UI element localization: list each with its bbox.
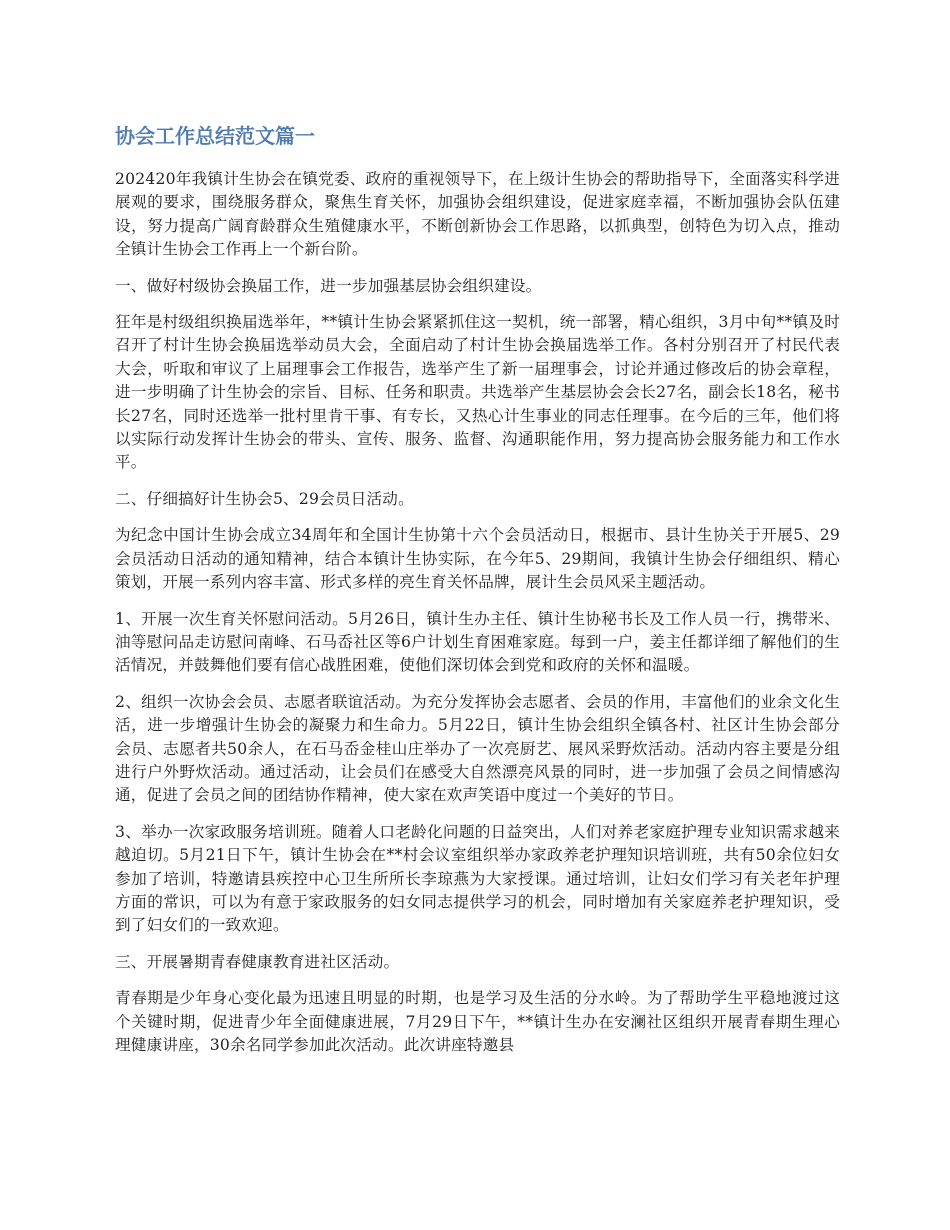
paragraph-item-1: 1、开展一次生育关怀慰问活动。5月26日，镇计生办主任、镇计生协秘书长及工作人员一行，携带米、油等慰问品走访慰问南峰、石马岙社区等6户计划生育困难家庭。每到一户，姜主任都详细了解他们的生活情况，并鼓舞他们要有信心战胜困难，使他们深切体会到党和政府的关怀和温暖。	[115, 609, 840, 675]
paragraph-intro: 202420年我镇计生协会在镇党委、政府的重视领导下，在上级计生协会的帮助指导下，全面落实科学进展观的要求，围绕服务群众，聚焦生育关怀，加强协会组织建设，促进家庭幸福，不断加强协会队伍建设，努力提高广阔育龄群众生殖健康水平，不断创新协会工作思路，以抓典型，创特色为切入点，推动全镇计生协会工作再上一个新台阶。	[115, 170, 840, 259]
paragraph-election: 狂年是村级组织换届选举年，**镇计生协会紧紧抓住这一契机，统一部署，精心组织，3月中旬**镇及时召开了村计生协会换届选举动员大会，全面启动了村计生协会换届选举工作。各村分别召开了村民代表大会，听取和审议了上届理事会工作报告，选举产生了新一届理事会，讨论并通过修改后的协会章程，进一步明确了计生协会的宗旨、目标、任务和职责。共选举产生基层协会会长27名，副会长18名，秘书长27名，同时还选举一批村里肯干事、有专长，又热心计生事业的同志任理事。在今后的三年，他们将以实际行动发挥计生协会的带头、宣传、服务、监督、沟通职能作用，努力提高协会服务能力和工作水平。	[115, 313, 840, 472]
paragraph-member-day: 为纪念中国计生协会成立34周年和全国计生协第十六个会员活动日，根据市、县计生协关于开展5、29会员活动日活动的通知精神，结合本镇计生协实际，在今年5、29期间，我镇计生协会仔细组织、精心策划，开展一系列内容丰富、形式多样的亮生育关怀品牌，展计生会员风采主题活动。	[115, 526, 840, 592]
section-heading-2: 二、仔细搞好计生协会5、29会员日活动。	[115, 489, 414, 508]
paragraph-item-3: 3、举办一次家政服务培训班。随着人口老龄化问题的日益突出，人们对养老家庭护理专业知识需求越来越迫切。5月21日下午，镇计生协会在**村会议室组织举办家政养老护理知识培训班，共有50余位妇女参加了培训，特邀请县疾控中心卫生所所长李琼燕为大家授课。通过培训，让妇女们学习有关老年护理方面的常识，可以为有意于家政服务的妇女同志提供学习的机会，同时增加有关家庭养老护理知识，受到了妇女们的一致欢迎。	[115, 822, 840, 935]
document-page	[115, 122, 840, 1070]
section-heading-3: 三、开展暑期青春健康教育进社区活动。	[115, 952, 400, 971]
paragraph-item-2: 2、组织一次协会会员、志愿者联谊活动。为充分发挥协会志愿者、会员的作用，丰富他们的业余文化生活，进一步增强计生协会的凝聚力和生命力。5月22日，镇计生协会组织全镇各村、社区计生协会部分会员、志愿者共50余人，在石马岙金桂山庄举办了一次亮厨艺、展风采野炊活动。活动内容主要是分组进行户外野炊活动。通过活动，让会员们在感受大自然漂亮风景的同时，进一步加强了会员之间情感沟通，促进了会员之间的团结协作精神，使大家在欢声笑语中度过一个美好的节日。	[115, 692, 840, 805]
document-title: 协会工作总结范文篇一	[115, 124, 315, 148]
section-heading-1: 一、做好村级协会换届工作，进一步加强基层协会组织建设。	[115, 276, 542, 295]
paragraph-youth-health: 青春期是少年身心变化最为迅速且明显的时期，也是学习及生活的分水岭。为了帮助学生平稳地渡过这个关键时期，促进青少年全面健康进展，7月29日下午，**镇计生办在安澜社区组织开展青春期生理心理健康讲座，30余名同学参加此次活动。此次讲座特邀县	[115, 989, 840, 1054]
